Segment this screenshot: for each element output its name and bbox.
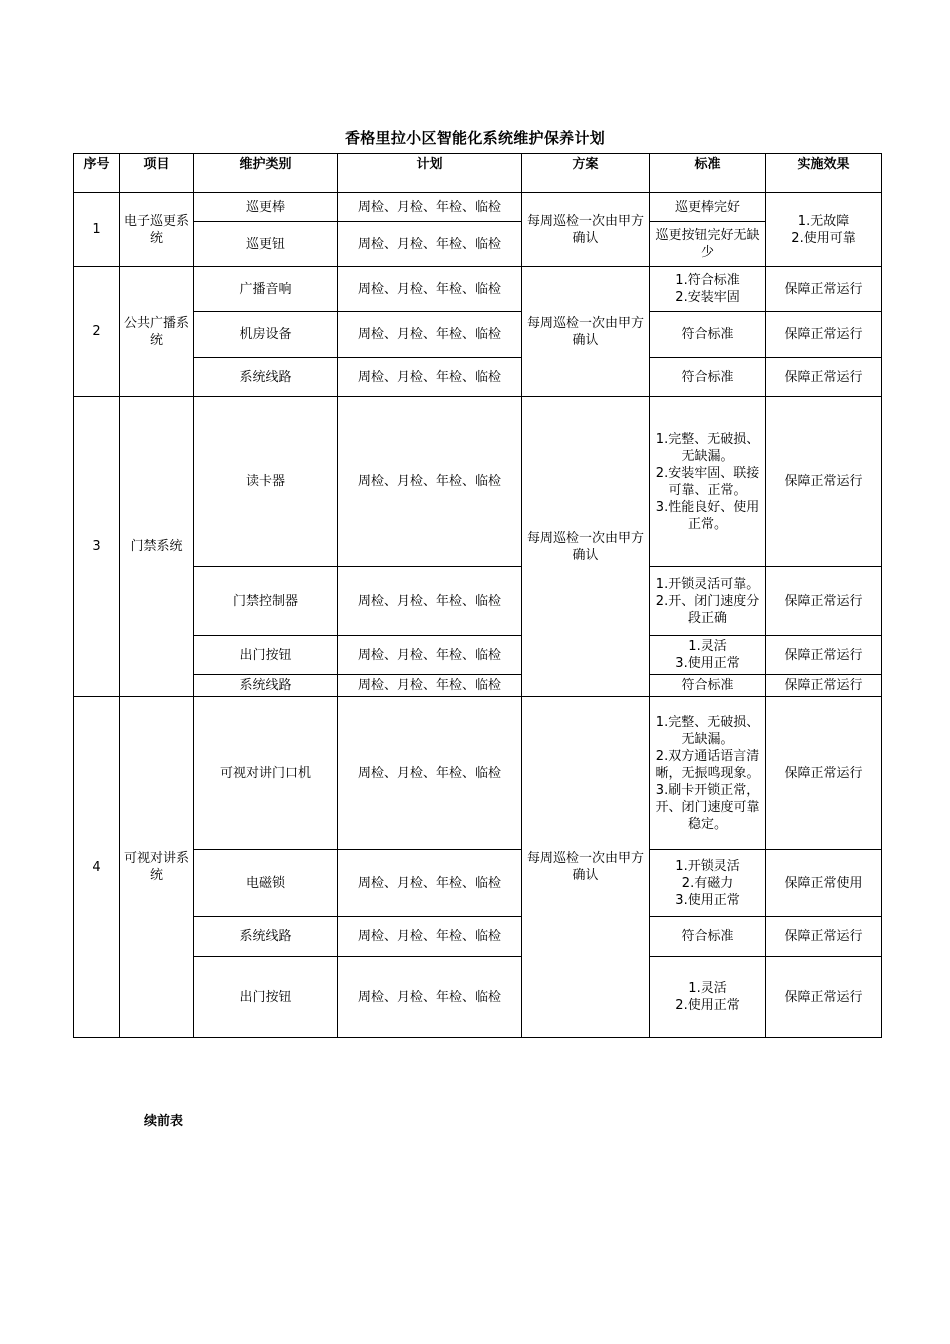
group-number: 3	[74, 397, 120, 697]
table-header-row	[74, 154, 882, 193]
table-row	[74, 193, 882, 222]
maintenance-type: 系统线路	[194, 917, 338, 957]
standard-cell: 符合标准	[650, 917, 766, 957]
effect-cell: 1.无故障 2.使用可靠	[766, 193, 882, 267]
table-row	[74, 957, 882, 1038]
project-name: 可视对讲系统	[120, 697, 194, 1038]
plan-cell: 周检、月检、年检、临检	[338, 957, 522, 1038]
standard-cell: 符合标准	[650, 358, 766, 397]
effect-cell: 保障正常使用	[766, 850, 882, 917]
header-project: 项目	[120, 154, 194, 193]
effect-cell: 保障正常运行	[766, 358, 882, 397]
table-row	[74, 636, 882, 675]
table-row	[74, 675, 882, 697]
effect-cell: 保障正常运行	[766, 397, 882, 567]
table-row	[74, 397, 882, 567]
maintenance-type: 巡更钮	[194, 222, 338, 267]
maintenance-type: 机房设备	[194, 312, 338, 358]
maintenance-type: 可视对讲门口机	[194, 697, 338, 850]
plan-cell: 周检、月检、年检、临检	[338, 917, 522, 957]
group-number: 4	[74, 697, 120, 1038]
project-name: 公共广播系统	[120, 267, 194, 397]
table-row	[74, 312, 882, 358]
plan-cell: 周检、月检、年检、临检	[338, 267, 522, 312]
table-row	[74, 567, 882, 636]
group-number: 2	[74, 267, 120, 397]
effect-cell: 保障正常运行	[766, 917, 882, 957]
plan-cell: 周检、月检、年检、临检	[338, 850, 522, 917]
scheme-cell: 每周巡检一次由甲方确认	[522, 267, 650, 397]
table-row	[74, 267, 882, 312]
plan-cell: 周检、月检、年检、临检	[338, 397, 522, 567]
effect-cell: 保障正常运行	[766, 636, 882, 675]
maintenance-type: 广播音响	[194, 267, 338, 312]
header-plan: 计划	[338, 154, 522, 193]
plan-cell: 周检、月检、年检、临检	[338, 567, 522, 636]
standard-cell: 符合标准	[650, 312, 766, 358]
maintenance-type: 系统线路	[194, 358, 338, 397]
maintenance-type: 巡更棒	[194, 193, 338, 222]
header-scheme: 方案	[522, 154, 650, 193]
standard-cell: 1.开锁灵活 2.有磁力 3.使用正常	[650, 850, 766, 917]
header-effect: 实施效果	[766, 154, 882, 193]
effect-cell: 保障正常运行	[766, 697, 882, 850]
effect-cell: 保障正常运行	[766, 312, 882, 358]
standard-cell: 巡更棒完好	[650, 193, 766, 222]
maintenance-type: 出门按钮	[194, 957, 338, 1038]
table-row	[74, 697, 882, 850]
maintenance-plan-table	[73, 153, 882, 1038]
effect-cell: 保障正常运行	[766, 267, 882, 312]
effect-cell: 保障正常运行	[766, 567, 882, 636]
maintenance-type: 系统线路	[194, 675, 338, 697]
standard-cell: 1.灵活 3.使用正常	[650, 636, 766, 675]
plan-cell: 周检、月检、年检、临检	[338, 697, 522, 850]
plan-cell: 周检、月检、年检、临检	[338, 312, 522, 358]
maintenance-type: 门禁控制器	[194, 567, 338, 636]
group-number: 1	[74, 193, 120, 267]
plan-cell: 周检、月检、年检、临检	[338, 675, 522, 697]
continued-note: 续前表	[144, 1114, 184, 1129]
effect-cell: 保障正常运行	[766, 675, 882, 697]
standard-cell: 巡更按钮完好无缺少	[650, 222, 766, 267]
table-row	[74, 850, 882, 917]
standard-cell: 1.符合标准 2.安装牢固	[650, 267, 766, 312]
standard-cell: 1.完整、无破损、无缺漏。 2.双方通话语言清晰，无振鸣现象。 3.刷卡开锁正常，开、闭门速度可靠稳定。	[650, 697, 766, 850]
header-no: 序号	[74, 154, 120, 193]
project-name: 门禁系统	[120, 397, 194, 697]
table-row	[74, 358, 882, 397]
scheme-cell: 每周巡检一次由甲方确认	[522, 697, 650, 1038]
plan-cell: 周检、月检、年检、临检	[338, 222, 522, 267]
standard-cell: 1.灵活 2.使用正常	[650, 957, 766, 1038]
maintenance-type: 读卡器	[194, 397, 338, 567]
plan-cell: 周检、月检、年检、临检	[338, 193, 522, 222]
header-type: 维护类别	[194, 154, 338, 193]
plan-cell: 周检、月检、年检、临检	[338, 636, 522, 675]
scheme-cell: 每周巡检一次由甲方确认	[522, 193, 650, 267]
maintenance-type: 电磁锁	[194, 850, 338, 917]
header-standard: 标准	[650, 154, 766, 193]
standard-cell: 1.完整、无破损、无缺漏。 2.安装牢固、联接可靠、正常。 3.性能良好、使用正常。	[650, 397, 766, 567]
plan-cell: 周检、月检、年检、临检	[338, 358, 522, 397]
table-row	[74, 222, 882, 267]
standard-cell: 符合标准	[650, 675, 766, 697]
scheme-cell: 每周巡检一次由甲方确认	[522, 397, 650, 697]
table-row	[74, 917, 882, 957]
standard-cell: 1.开锁灵活可靠。 2.开、闭门速度分段正确	[650, 567, 766, 636]
effect-cell: 保障正常运行	[766, 957, 882, 1038]
document-title: 香格里拉小区智能化系统维护保养计划	[344, 129, 606, 147]
maintenance-type: 出门按钮	[194, 636, 338, 675]
project-name: 电子巡更系统	[120, 193, 194, 267]
